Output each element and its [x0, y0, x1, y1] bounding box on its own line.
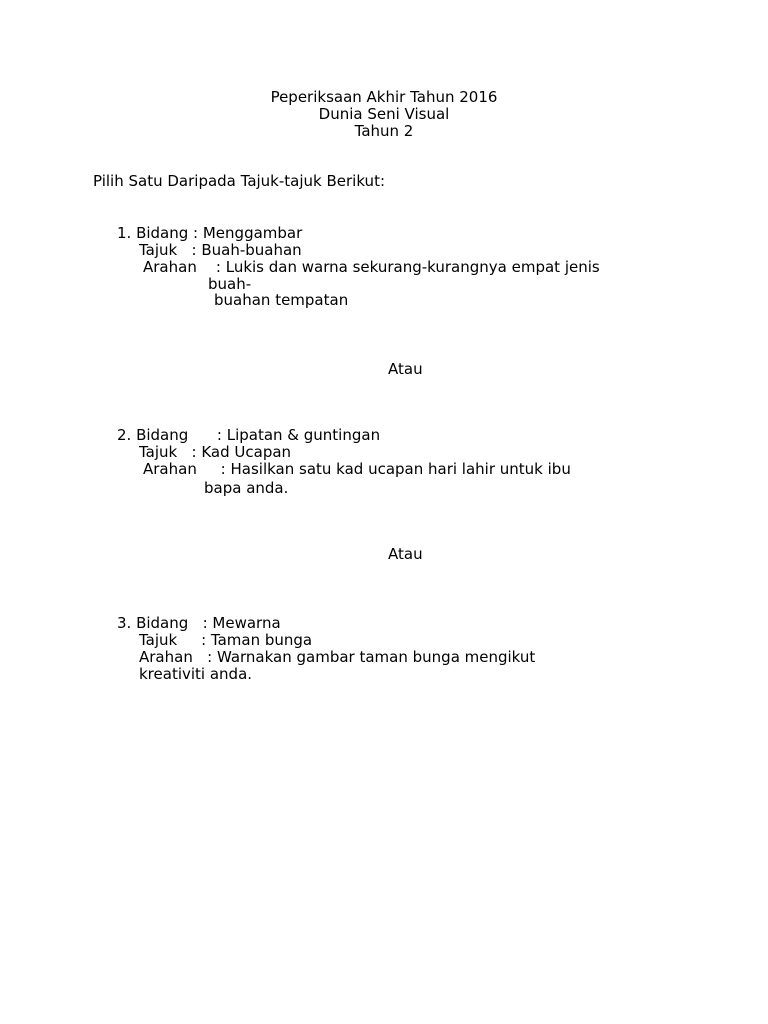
separator-atau-2: Atau [388, 545, 423, 563]
question-3-arahan-cont: kreativiti anda. [139, 665, 253, 683]
exam-subject: Dunia Seni Visual [318, 105, 450, 123]
separator-atau-1: Atau [388, 360, 423, 378]
question-1-bidang: 1. Bidang : Menggambar [117, 224, 303, 242]
instruction: Pilih Satu Daripada Tajuk-tajuk Berikut: [93, 172, 386, 190]
question-3-bidang: 3. Bidang : Mewarna [117, 614, 281, 632]
question-2-bidang: 2. Bidang : Lipatan & guntingan [117, 426, 381, 444]
question-2-arahan-cont: bapa anda. [204, 479, 289, 497]
question-1-tajuk: Tajuk : Buah-buahan [139, 241, 302, 259]
question-1-arahan-cont-2: buahan tempatan [214, 291, 349, 309]
question-3-arahan: Arahan : Warnakan gambar taman bunga mengikut [139, 648, 536, 666]
question-3-tajuk: Tajuk : Taman bunga [139, 631, 313, 649]
question-2-arahan: Arahan : Hasilkan satu kad ucapan hari lahir untuk ibu [143, 460, 571, 478]
question-1-arahan: Arahan : Lukis dan warna sekurang-kurangnya empat jenis [143, 258, 600, 276]
question-2-tajuk: Tajuk : Kad Ucapan [139, 443, 292, 461]
question-1-arahan-cont: buah- [208, 275, 252, 293]
exam-year: Tahun 2 [354, 122, 414, 140]
exam-title: Peperiksaan Akhir Tahun 2016 [270, 88, 498, 106]
